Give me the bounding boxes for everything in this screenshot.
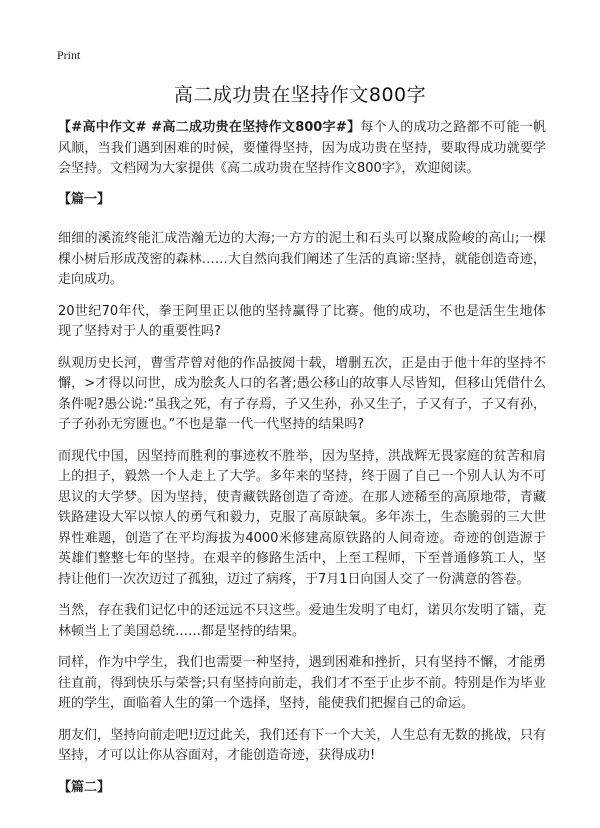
paragraph: 细细的溪流终能汇成浩瀚无边的大海;一方方的泥土和石头可以聚成险峻的高山;一棵棵小树后形成茂密的森林……大自然向我们阐述了生活的真谛:坚持，就能创造奇迹，走向成功。 xyxy=(58,231,546,287)
intro-tag: 【#高中作文# #高二成功贵在坚持作文800字#】 xyxy=(58,120,361,135)
section-heading-1: 【篇一】 xyxy=(58,191,111,207)
paragraph: 而现代中国，因坚持而胜利的事迹枚不胜举，因为坚持，洪战辉无畏家庭的贫苦和肩上的担子，毅然一个人走上了大学。多年来的坚持，终于圆了自己一个别人认为不可思议的大学梦。因为坚持，使青藏铁路创造了奇迹。在那人迹稀至的高原地带，青藏铁路建设大军以惊人的勇气和毅力，克服了高原缺氧。多年冻土，生态脆弱的三大世界性难题，创造了在平均海拔为4000米修建高原铁路的人间奇迹。奇迹的创造源于英雄们整整七年的坚持。在艰辛的修路生活中，上至工程师，下至普通修筑工人，坚持让他们一次次迈过了孤独，迈过了病疼，于7月1日向国人交了一份满意的答卷。 xyxy=(58,448,546,587)
paragraph: 同样，作为中学生，我们也需要一种坚持，遇到困难和挫折，只有坚持不懈，才能勇往直前，得到快乐与荣誉;只有坚持向前走，我们才不至于止步不前。特别是作为毕业班的学生，面临着人生的第一个选择，坚持，能使我们把握自己的命运。 xyxy=(58,655,546,711)
section-heading-2: 【篇二】 xyxy=(58,779,111,795)
paragraph: 20世纪70年代，拳王阿里正以他的坚持赢得了比赛。他的成功，不也是活生生地体现了坚持对于人的重要性吗? xyxy=(58,303,546,339)
intro-paragraph xyxy=(58,118,546,180)
print-link[interactable]: Print xyxy=(57,48,81,62)
article-body xyxy=(58,118,546,817)
paragraph: 当然，存在我们记忆中的还远远不只这些。爱迪生发明了电灯，诺贝尔发明了镭，克林顿当上了美国总统……都是坚持的结果。 xyxy=(58,603,546,639)
paragraph: 纵观历史长河，曹雪芹曾对他的作品披阅十载，增删五次，正是由于他十年的坚持不懈，>才得以问世，成为脍炙人口的名著;愚公移山的故事人尽皆知，但移山凭借什么条件呢?愚公说:“虽我之死，有子存焉，子又生孙，孙又生子，子又有子，子又有孙，子子孙孙无穷匮也。”不也是靠一代一代坚持的结果吗? xyxy=(58,355,546,432)
page-title: 高二成功贵在坚持作文800字 xyxy=(173,84,427,106)
paragraph: 朋友们，坚持向前走吧!迈过此关，我们还有下一个大关，人生总有无数的挑战，只有坚持，才可以让你从容面对，才能创造奇迹，获得成功! xyxy=(58,727,546,763)
intro-text: 每个人的成功之路都不可能一帆风顺，当我们遇到困难的时候，要懂得坚持，因为成功贵在坚持，要取得成功就要学会坚持。文档网为大家提供《高二成功贵在坚持作文800字》，欢迎阅读。 xyxy=(58,120,546,176)
